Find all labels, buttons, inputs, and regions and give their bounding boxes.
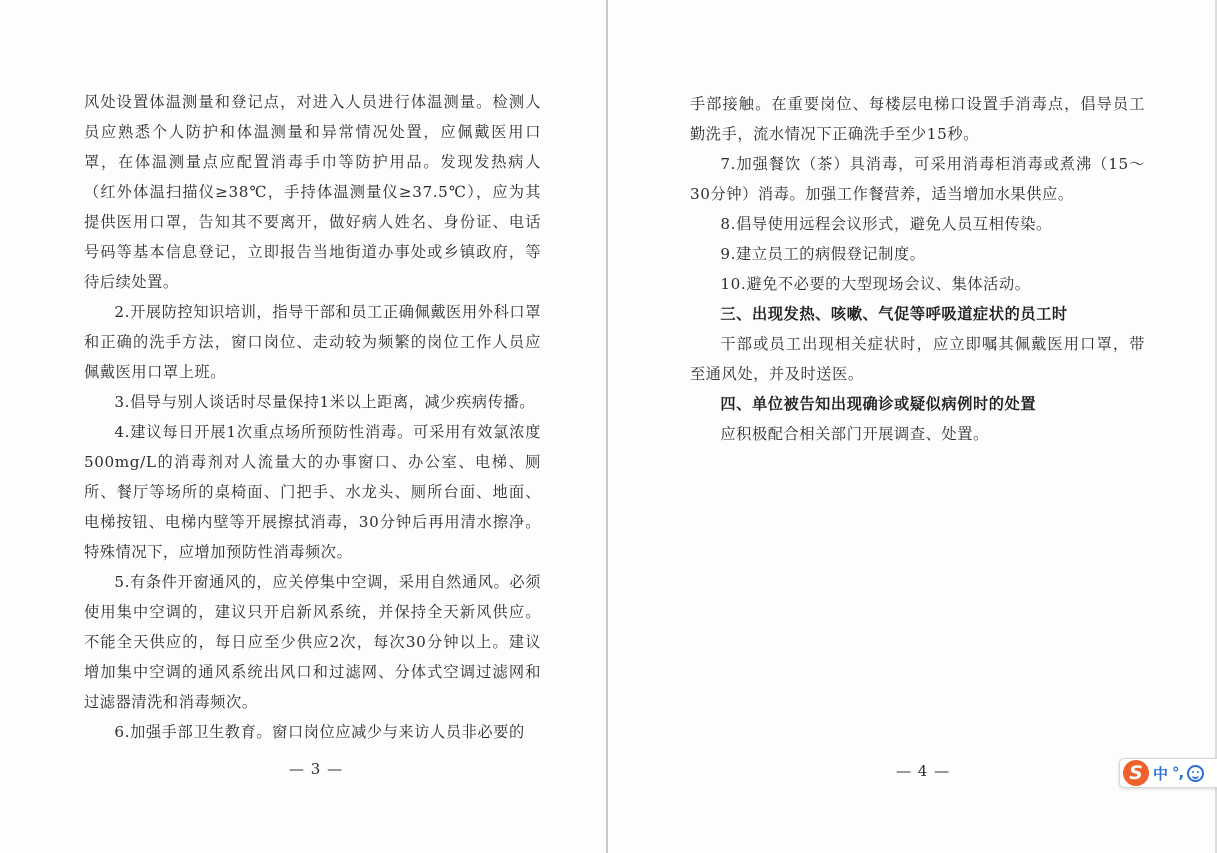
paragraph: 手部接触。在重要岗位、每楼层电梯口设置手消毒点，倡导员工勤洗手，流水情况下正确洗手至少15秒。 bbox=[690, 95, 1145, 143]
paragraph: 7.加强餐饮（茶）具消毒，可采用消毒柜消毒或煮沸（15～30分钟）消毒。加强工作餐营养，适当增加水果供应。 bbox=[690, 155, 1145, 203]
ime-language-toggle[interactable]: 中 bbox=[1153, 764, 1169, 783]
paragraph: 3.倡导与别人谈话时尽量保持1米以上距离，减少疾病传播。 bbox=[114, 393, 536, 411]
paragraph: 6.加强手部卫生教育。窗口岗位应减少与来访人员非必要的 bbox=[114, 723, 525, 741]
page-3-body bbox=[84, 87, 541, 747]
paragraph: 应积极配合相关部门开展调查、处置。 bbox=[720, 425, 989, 443]
paragraph: 干部或员工出现相关症状时，应立即嘱其佩戴医用口罩，带至通风处，并及时送医。 bbox=[690, 335, 1145, 383]
page-number: — 3 — bbox=[289, 760, 344, 778]
paragraph: 8.倡导使用远程会议形式，避免人员互相传染。 bbox=[720, 215, 1052, 233]
paragraph: 10.避免不必要的大型现场会议、集体活动。 bbox=[720, 275, 1031, 293]
page-4 bbox=[608, 0, 1217, 853]
section-heading: 四、单位被告知出现确诊或疑似病例时的处置 bbox=[720, 395, 1037, 413]
paragraph: 风处设置体温测量和登记点，对进入人员进行体温测量。检测人员应熟悉个人防护和体温测量和异常情况处置，应佩戴医用口罩，在体温测量点应配置消毒手巾等防护用品。发现发热病人（红外体温扫描仪≥38℃，手持体温测量仪≥37.5℃），应为其提供医用口罩，告知其不要离开，做好病人姓名、身份证、电话号码等基本信息登记，立即报告当地街道办事处或乡镇政府，等待后续处置。 bbox=[84, 93, 541, 291]
smiley-icon[interactable] bbox=[1187, 765, 1204, 782]
page-number: — 4 — bbox=[896, 762, 951, 780]
ime-toolbar[interactable] bbox=[1119, 758, 1217, 788]
paragraph: 5.有条件开窗通风的，应关停集中空调，采用自然通风。必须使用集中空调的，建议只开启新风系统，并保持全天新风供应。不能全天供应的，每日应至少供应2次，每次30分钟以上。建议增加集中空调的通风系统出风口和过滤网、分体式空调过滤网和过滤器清洗和消毒频次。 bbox=[84, 573, 541, 711]
sogou-logo-icon[interactable]: S bbox=[1123, 760, 1149, 786]
paragraph: 9.建立员工的病假登记制度。 bbox=[720, 245, 926, 263]
paragraph: 2.开展防控知识培训，指导干部和员工正确佩戴医用外科口罩和正确的洗手方法，窗口岗位、走动较为频繁的岗位工作人员应佩戴医用口罩上班。 bbox=[84, 303, 541, 381]
page-3 bbox=[0, 0, 606, 853]
page-4-body bbox=[690, 89, 1145, 449]
section-heading: 三、出现发热、咳嗽、气促等呼吸道症状的员工时 bbox=[720, 305, 1068, 323]
paragraph: 4.建议每日开展1次重点场所预防性消毒。可采用有效氯浓度500mg/L的消毒剂对人流量大的办事窗口、办公室、电梯、厕所、餐厅等场所的桌椅面、门把手、水龙头、厕所台面、地面、电梯按钮、电梯内壁等开展擦拭消毒，30分钟后再用清水擦净。特殊情况下，应增加预防性消毒频次。 bbox=[84, 423, 541, 561]
ime-punctuation-toggle[interactable]: °, bbox=[1172, 764, 1184, 782]
